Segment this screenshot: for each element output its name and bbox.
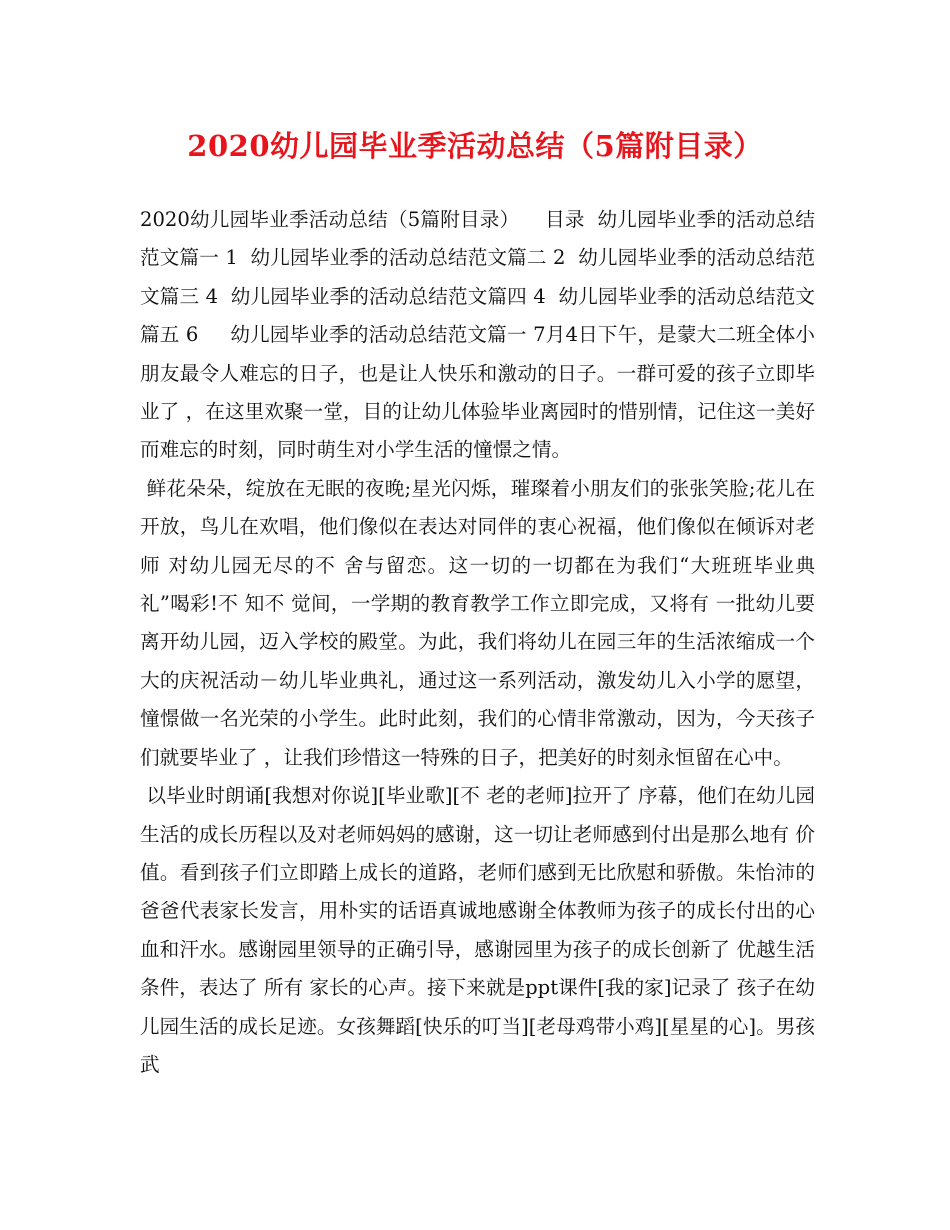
document-body bbox=[140, 201, 815, 1084]
paragraph-flowers: 鲜花朵朵，绽放在无眠的夜晚;星光闪烁，璀璨着小朋友们的张张笑脸;花儿在开放，鸟儿在欢唱，他们像似在表达对同伴的衷心祝福，他们像似在倾诉对老师 对幼儿园无尽的不 舍与留恋。这一切的一切都在为我们“大班班毕业典礼”喝彩!不 知不 觉间，一学期的教育教学工作立即完成，又将有 一批幼儿要离开幼儿园，迈入学校的殿堂。为此，我们将幼儿在园三年的生活浓缩成一个大的庆祝活动－幼儿毕业典礼，通过这一系列活动，激发幼儿入小学的愿望，憧憬做一名光荣的小学生。此时此刻，我们的心情非常激动，因为，今天孩子们就要毕业了 ，让我们珍惜这一特殊的日子，把美好的时刻永恒留在心中。 bbox=[140, 476, 816, 769]
paragraph-intro: 2020幼儿园毕业季活动总结（5篇附目录） 目录 幼儿园毕业季的活动总结范文篇一 1 幼儿园毕业季的活动总结范文篇二 2 幼儿园毕业季的活动总结范文篇三 4 幼儿园毕业季的活动总结范文篇四 4 幼儿园毕业季的活动总结范文篇五 6 幼儿园毕业季的活动总结范文篇一 7月4日下午，是蒙大二班全体小朋友最令人难忘的日子，也是让人快乐和激动的日子。一群可爱的孩子立即毕业了 ，在这里欢聚一堂，目的让幼儿体验毕业离园时的惜别情，记住这一美好而难忘的时刻，同时萌生对小学生活的憧憬之情。 bbox=[140, 208, 815, 462]
document-title: 2020幼儿园毕业季活动总结（5篇附目录） bbox=[187, 129, 763, 163]
paragraph-recital: 以毕业时朗诵[我想对你说][毕业歌][不 老的老师]拉开了 序幕，他们在幼儿园生活的成长历程以及对老师妈妈的感谢，这一切让老师感到付出是那么地有 价值。看到孩子们立即踏上成长的道路，老师们感到无比欣慰和骄傲。朱怡沛的爸爸代表家长发言，用朴实的话语真诚地感谢全体教师为孩子的成长付出的心血和汗水。感谢园里领导的正确引导，感谢园里为孩子的成长创新了 优越生活条件，表达了 所有 家长的心声。接下来就是ppt课件[我的家]记录了 孩子在幼儿园生活的成长足迹。女孩舞蹈[快乐的叮当][老母鸡带小鸡][星星的心]。男孩武 bbox=[140, 784, 815, 1076]
